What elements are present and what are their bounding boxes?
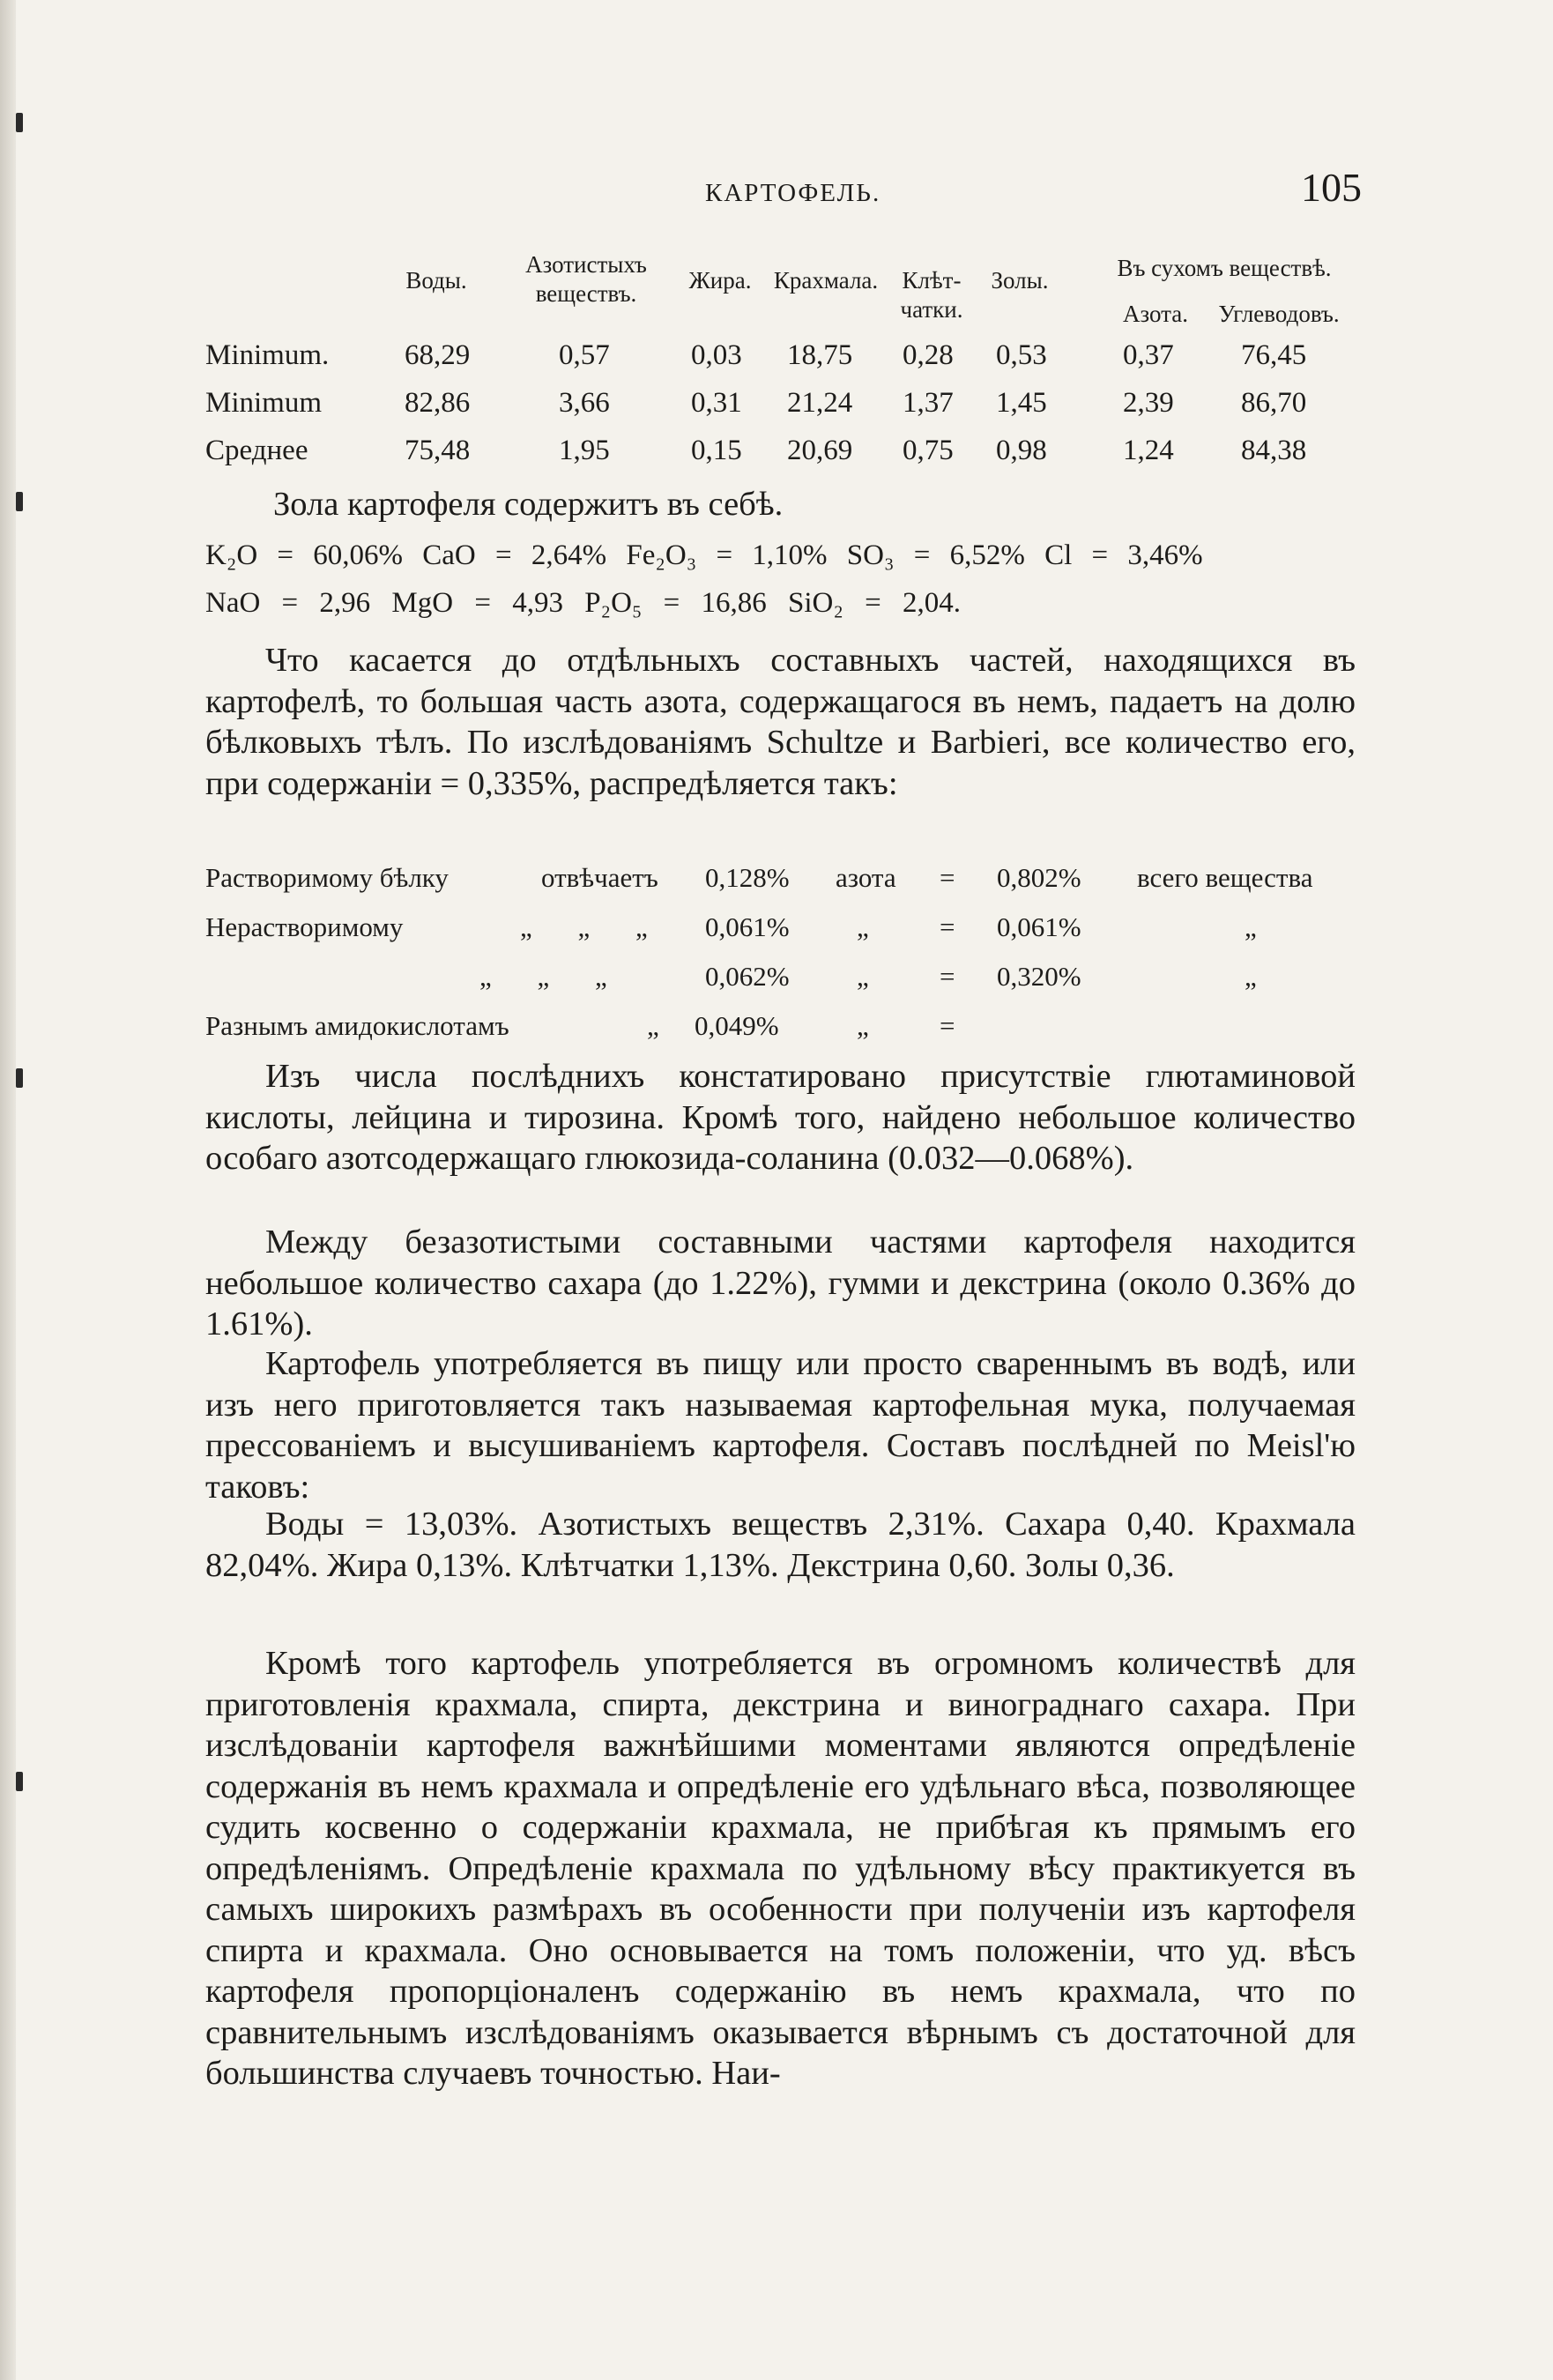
margin-mark: [16, 492, 23, 511]
col-header-starch: Крахмала.: [773, 267, 879, 294]
col-header-nitrogen: Азота.: [1122, 301, 1188, 327]
dist-eq: =: [940, 911, 955, 942]
margin-mark: [16, 113, 23, 132]
dist-unit: азота: [836, 862, 896, 893]
dist-verb: отвѣчаетъ: [541, 862, 658, 893]
cell-fat: 0,31: [691, 387, 742, 419]
dist-label: „ „ „: [479, 961, 607, 992]
paragraph: Кромѣ того картофель употребляется въ огромномъ количествѣ для приготовленiя крахмала, спирта, декстрина и винограднаго сахара. При изслѣдованiи картофеля важнѣйшими моментами являются опредѣленiе содержанiя въ немъ крахмала и опредѣленiе его удѣльнаго вѣса, позволяющее судить косвенно о содержанiи крахмала, не прибѣгая къ прямымъ его опредѣленiямъ. Опредѣленiе крахмала по удѣльному вѣсу практикуется въ самыхъ широкихъ размѣрахъ въ особенности при полученiи изъ картофеля спирта и крахмала. Оно основывается на томъ положенiи, что уд. вѣсъ картофеля пропорцiоналенъ содержанiю въ немъ крахмала, что по сравнительнымъ изслѣдованiямъ оказывается вѣрнымъ съ достаточной для большинства случаевъ точностью. Наи-: [205, 1645, 1356, 2092]
ash-formula-line-2: NaO = 2,96 MgO = 4,93 P₂O₅ = 16,86 SiO₂ = 2,04.: [205, 587, 961, 619]
dist-unit: „: [857, 1010, 869, 1041]
cell-carbs: 76,45: [1241, 339, 1307, 371]
dist-label: Разнымъ амидокислотамъ: [205, 1010, 509, 1041]
cell-starch: 21,24: [787, 387, 853, 419]
dist-eq: =: [940, 862, 955, 893]
dist-unit: „: [857, 911, 869, 942]
cell-nitrogenous: 1,95: [559, 435, 610, 466]
cell-starch: 20,69: [787, 435, 853, 466]
cell-ash: 0,98: [996, 435, 1047, 466]
dist-eq: =: [940, 1010, 955, 1041]
col-header-fat: Жира.: [688, 267, 752, 294]
dist-verb: „: [647, 1010, 659, 1041]
dist-tail: всего вещества: [1137, 862, 1313, 893]
cell-nitrogen: 2,39: [1123, 387, 1174, 419]
col-header-ash: Золы.: [991, 267, 1049, 294]
cell-carbs: 84,38: [1241, 435, 1307, 466]
dist-tail: „: [1245, 911, 1257, 942]
cell-nitrogenous: 0,57: [559, 339, 610, 371]
cell-water: 68,29: [405, 339, 471, 371]
dist-label: Нерастворимому: [205, 911, 404, 942]
dist-result: 0,061%: [997, 911, 1081, 942]
cell-fiber: 0,28: [903, 339, 954, 371]
cell-fiber: 1,37: [903, 387, 954, 419]
row-label: Minimum.: [205, 339, 330, 371]
cell-ash: 1,45: [996, 387, 1047, 419]
cell-nitrogen: 1,24: [1123, 435, 1174, 466]
col-header-fiber: Клѣт-чатки.: [900, 267, 963, 323]
dist-result: 0,802%: [997, 862, 1081, 893]
col-header-water: Воды.: [405, 267, 467, 294]
cell-fiber: 0,75: [903, 435, 954, 466]
margin-mark: [16, 1772, 23, 1791]
row-label: Среднее: [205, 435, 308, 466]
col-header-carbs: Углеводовъ.: [1218, 301, 1340, 327]
row-label: Minimum: [205, 387, 323, 419]
page-number: 105: [1301, 165, 1362, 210]
paragraph: Воды = 13,03%. Азотистыхъ веществъ 2,31%. Сахара 0,40. Крахмала 82,04%. Жира 0,13%. Клѣтчатки 1,13%. Декстрина 0,60. Золы 0,36.: [205, 1506, 1356, 1584]
running-head: КАРТОФЕЛЬ.: [705, 179, 881, 207]
cell-fat: 0,15: [691, 435, 742, 466]
col-header-nitrogenous: Азотистыхъ веществъ.: [525, 251, 647, 307]
paragraph: Что касается до отдѣльныхъ составныхъ частей, находящихся въ картофелѣ, то большая часть азота, содержащагося въ немъ, падаетъ на долю бѣлковыхъ тѣлъ. По изслѣдованiямъ Schultze и Barbieri, все количество его, при содержанiи = 0,335%, распредѣляется такъ:: [205, 642, 1356, 802]
dist-label: Растворимому бѣлку: [205, 862, 449, 893]
col-header-dry-matter: Въ сухомъ веществѣ.: [1117, 255, 1332, 281]
dist-value: 0,061%: [705, 911, 790, 942]
ash-formula-line-1: K₂O = 60,06% CaO = 2,64% Fe₂O₃ = 1,10% SO₃ = 6,52% Cl = 3,46%: [205, 539, 1203, 571]
dist-tail: „: [1245, 961, 1257, 992]
paragraph: Между безазотистыми составными частями картофеля находится небольшое количество сахара (до 1.22%), гумми и декстрина (около 0.36% до 1.61%).: [205, 1223, 1356, 1342]
dist-value: 0,062%: [705, 961, 790, 992]
dist-eq: =: [940, 961, 955, 992]
cell-starch: 18,75: [787, 339, 853, 371]
cell-nitrogenous: 3,66: [559, 387, 610, 419]
margin-mark: [16, 1068, 23, 1088]
cell-carbs: 86,70: [1241, 387, 1307, 419]
dist-verb: „ „ „: [520, 911, 648, 942]
dist-value: 0,049%: [695, 1010, 779, 1041]
dist-value: 0,128%: [705, 862, 790, 893]
ash-intro: Зола картофеля содержитъ въ себѣ.: [273, 486, 784, 523]
cell-water: 82,86: [405, 387, 471, 419]
paragraph: Изъ числа послѣднихъ констатировано присутствiе глютаминовой кислоты, лейцина и тирозина. Кромѣ того, найдено небольшое количество особаго азотсодержащаго глюкозида-соланина (0.032—0.068%).: [205, 1058, 1356, 1177]
dist-unit: „: [857, 961, 869, 992]
cell-ash: 0,53: [996, 339, 1047, 371]
paragraph: Картофель употребляется въ пищу или просто свареннымъ въ водѣ, или изъ него приготовляется такъ называемая картофельная мука, получаемая прессованiемъ и высушиванiемъ картофеля. Составъ послѣдней по Meisl'ю таковъ:: [205, 1345, 1356, 1506]
dist-result: 0,320%: [997, 961, 1081, 992]
cell-fat: 0,03: [691, 339, 742, 371]
cell-water: 75,48: [405, 435, 471, 466]
cell-nitrogen: 0,37: [1123, 339, 1174, 371]
book-spine: [0, 0, 16, 2380]
